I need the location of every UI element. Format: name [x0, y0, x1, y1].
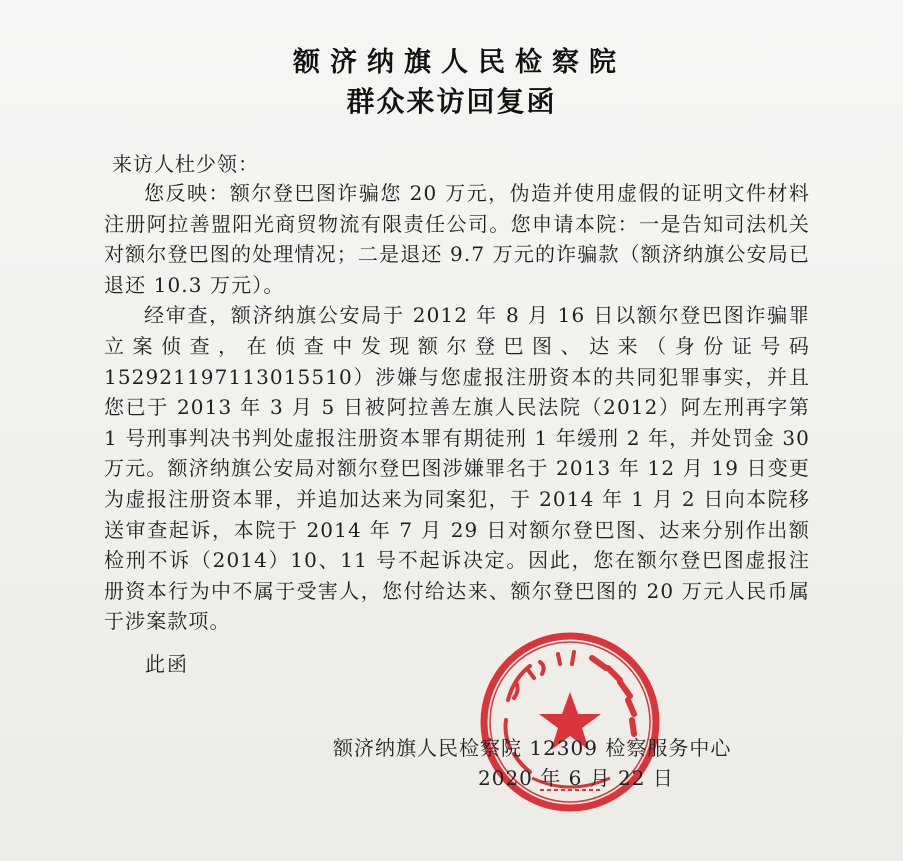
signing-date: 2020 年 6 月 22 日 [478, 766, 674, 790]
paragraph-complaint: 您反映：额尔登巴图诈骗您 20 万元，伪造并使用虚假的证明文件材料注册阿拉善盟阳光商贸物流有限责任公司。您申请本院：一是告知司法机关对额尔登巴图的处理情况；二是退还 9.7 万元的诈骗款（额济纳旗公安局已退还 10.3 万元）。 [104, 181, 810, 297]
official-seal [470, 630, 670, 820]
signing-organization: 额济纳旗人民检察院 12309 检察服务中心 [333, 736, 732, 760]
letter-body [104, 178, 810, 637]
org-title: 额济纳旗人民检察院 [293, 47, 626, 78]
paragraph-findings: 经审查，额济纳旗公安局于 2012 年 8 月 16 日以额尔登巴图诈骗罪立案侦查，在侦查中发现额尔登巴图、达来（身份证号码 152921197113015510）涉嫌与您虚报注册资本的共同犯罪事实，并且您已于 2013 年 3 月 5 日被阿拉善左旗人民法院（2012）阿左刑再字第 1 号刑事判决书判处虚报注册资本罪有期徒刑 1 年缓刑 2 年，并处罚金 30 万元。额济纳旗公安局对额尔登巴图涉嫌罪名于 2013 年 12 月 19 日变更为虚报注册资本罪，并追加达来为同案犯，于 2014 年 1 月 2 日向本院移送审查起诉，本院于 2014 年 7 月 29 日对额尔登巴图、达来分别作出额检刑不诉（2014）10、11 号不起诉决定。因此，您在额尔登巴图虚报注册资本行为中不属于受害人，您付给达来、额尔登巴图的 20 万元人民币属于涉案款项。 [104, 303, 810, 634]
salutation: 来访人杜少领： [112, 152, 259, 176]
document-title: 群众来访回复函 [346, 85, 557, 118]
closing: 此函 [145, 652, 189, 676]
